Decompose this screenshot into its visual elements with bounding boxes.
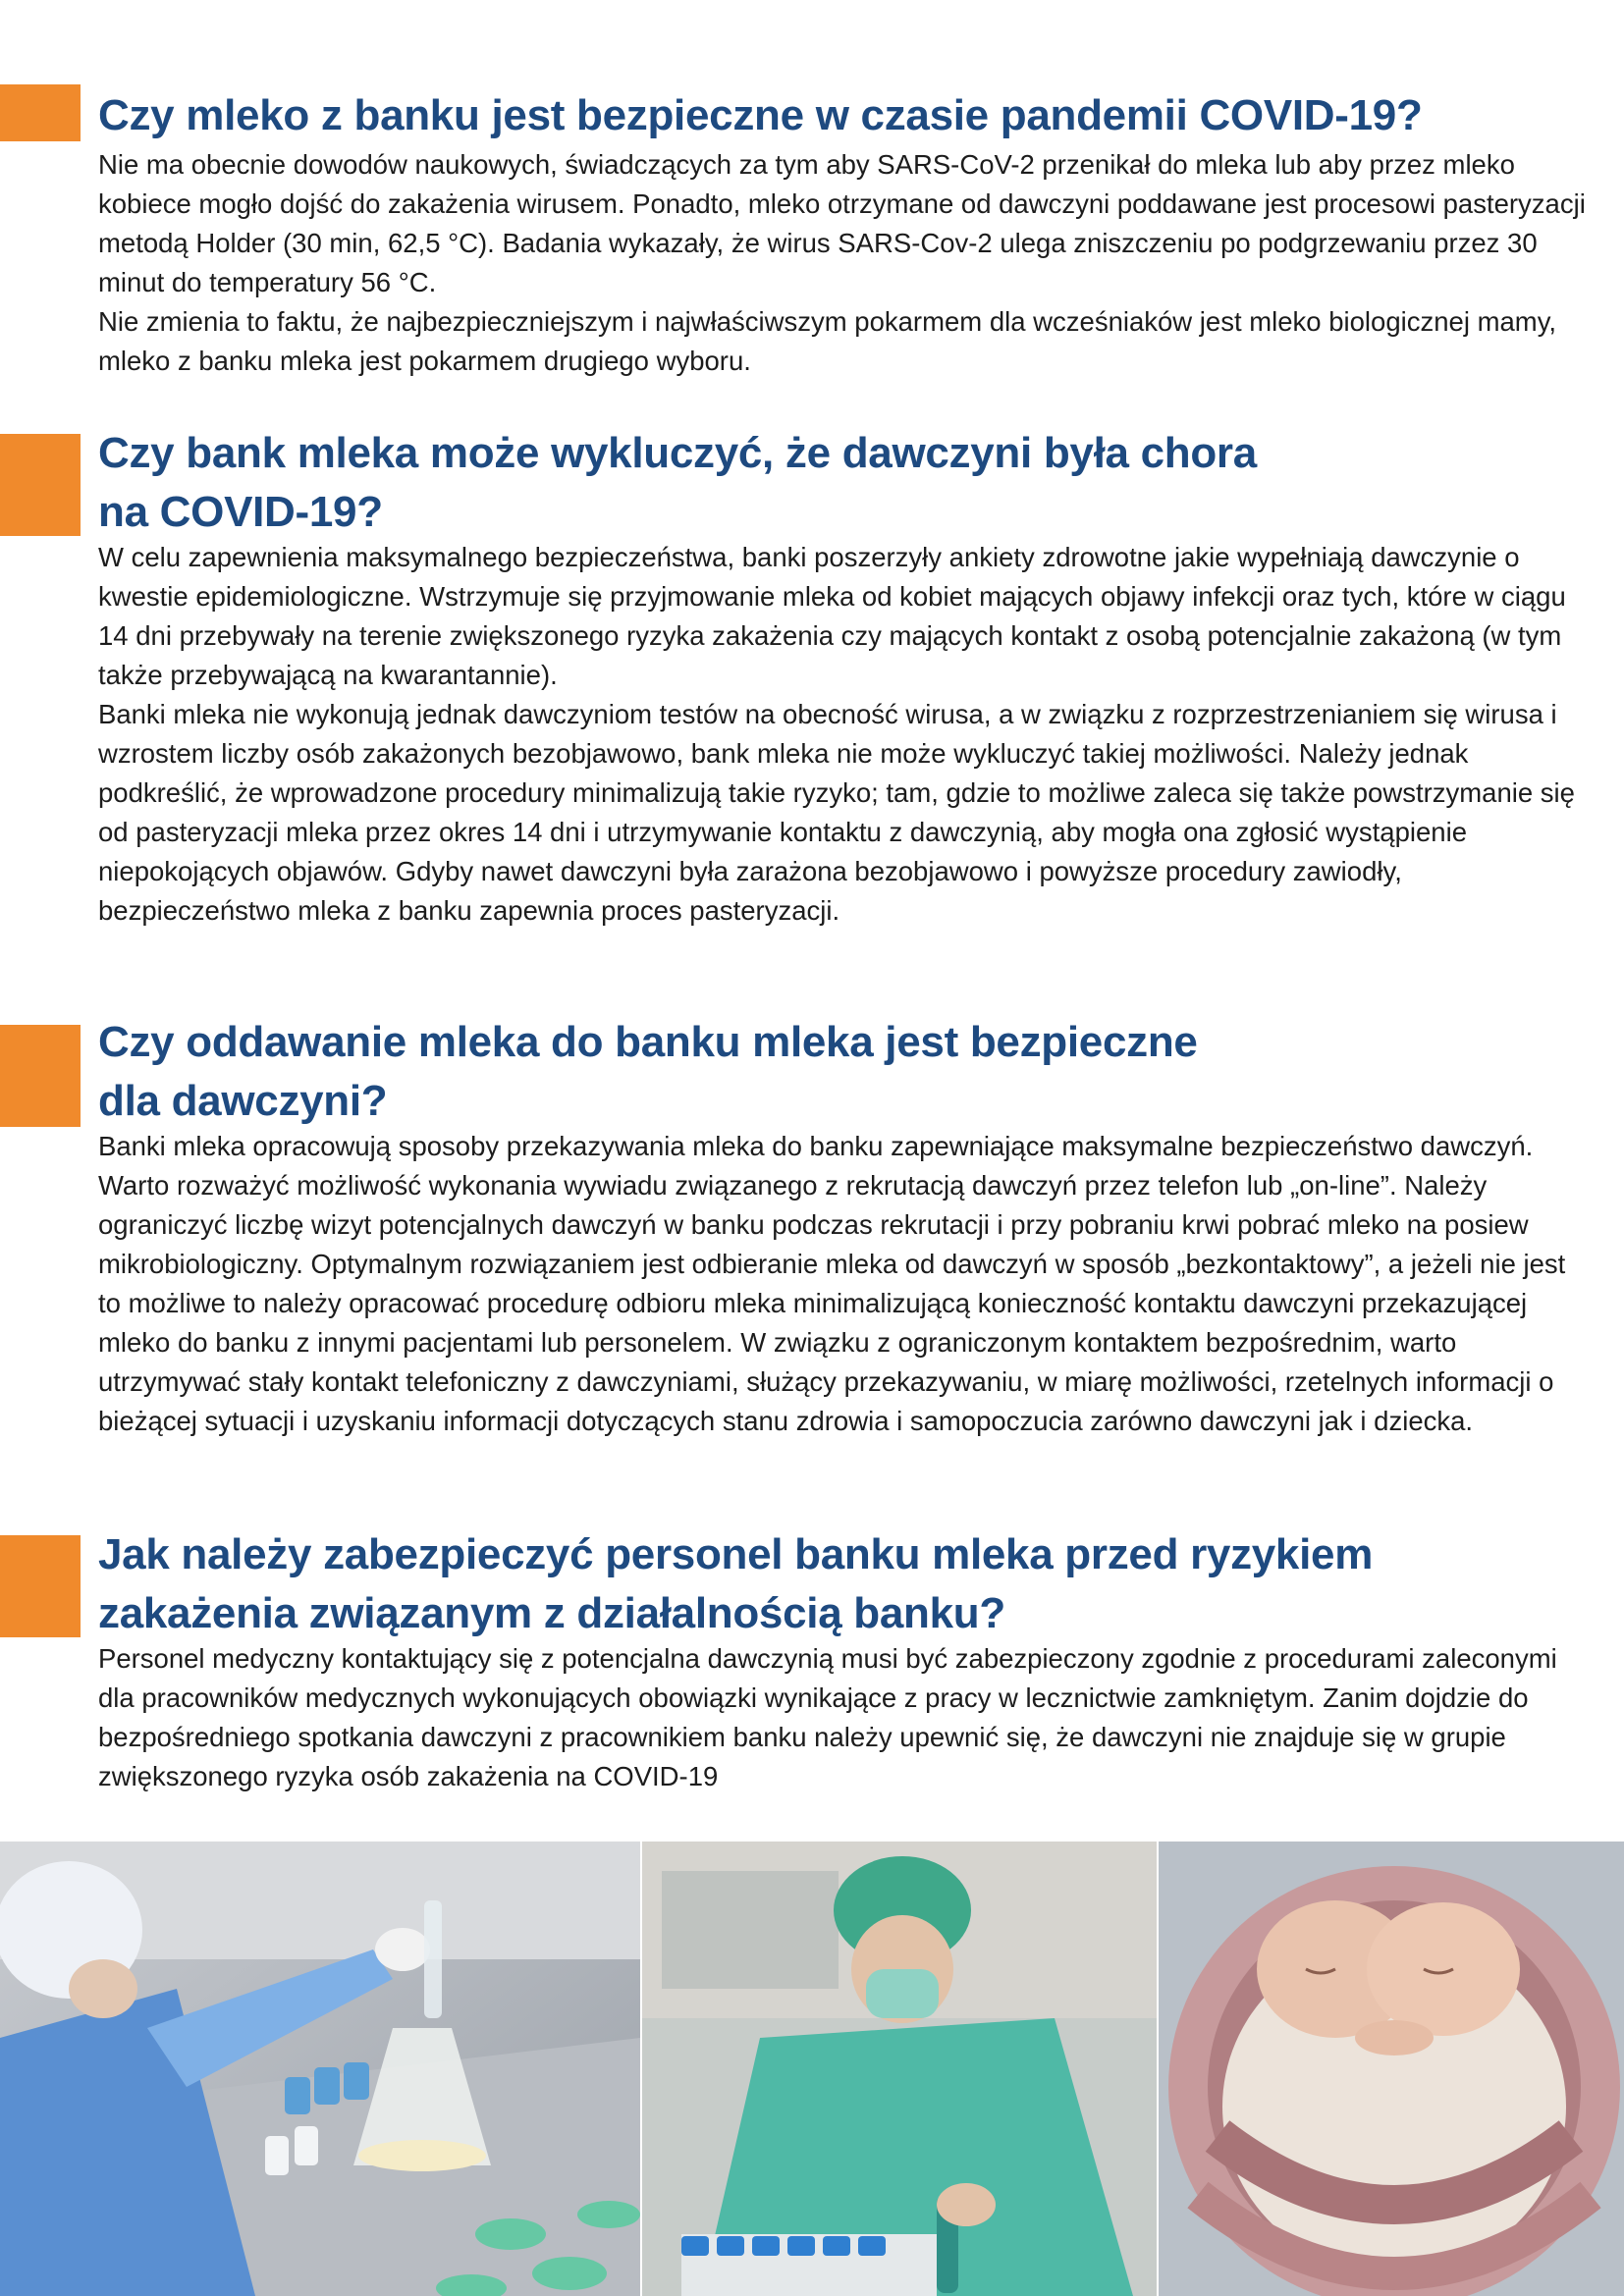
paragraph: Banki mleka nie wykonują jednak dawczyniom testów na obecność wirusa, a w związku z rozprzestrzenianiem się wirusa i wzrostem liczby osób zakażonych bezobjawowo, bank mleka nie może wykluczyć takiej możliwości. Należy jednak podkreślić, że wprowadzone procedury minimalizują takie ryzyko; tam, gdzie to możliwe zaleca się także powstrzymanie się od pasteryzacji mleka przez okres 14 dni i utrzymywanie kontaktu z dawczynią, aby mogła ona zgłosić wystąpienie niepokojących objawów. Gdyby nawet dawczyni była zarażona bezobjawowo i powyższe procedury zawiodły, bezpieczeństwo mleka z banku zapewnia proces pasteryzacji. [98,699,1575,926]
photo-twin-babies [1159,1842,1624,2296]
section-title [98,1525,1591,1643]
paragraph: W celu zapewnienia maksymalnego bezpieczeństwa, banki poszerzyły ankiety zdrowotne jakie wypełniają dawczynie o kwestie epidemiologiczne. Wstrzymuje się przyjmowanie mleka od kobiet mających objawy infekcji oraz tych, które w ciągu 14 dni przebywały na terenie zwiększonego ryzyka zakażenia czy mających kontakt z osobą potencjalnie zakażoną (w tym także przebywającą na kwarantannie). [98,542,1566,690]
section-title [98,1013,1591,1131]
section-title-line: dla dawczyni? [98,1077,388,1125]
paragraph: Nie ma obecnie dowodów naukowych, świadczących za tym aby SARS-CoV-2 przenikał do mleka lub aby przez mleko kobiece mogło dojść do zakażenia wirusem. Ponadto, mleko otrzymane od dawczyni poddawane jest procesowi pasteryzacji metodą Holder (30 min, 62,5 °C). Badania wykazały, że wirus SARS-Cov-2 ulega zniszczeniu po podgrzewaniu przez 30 minut do temperatury 56 °C. [98,149,1586,297]
paragraph: Personel medyczny kontaktujący się z potencjalna dawczynią musi być zabezpieczony zgodnie z procedurami zaleconymi dla pracowników medycznych wykonujących obowiązki wynikające z pracy w lecznictwie zamkniętym. Zanim dojdzie do bezpośredniego spotkania dawczyni z pracownikiem banku należy upewnić się, że dawczyni nie znajduje się w grupie zwiększonego ryzyka osób zakażenia na COVID-19 [98,1643,1557,1791]
section-title-line: Czy bank mleka może wykluczyć, że dawczyni była chora [98,429,1257,477]
section-marker [0,1025,81,1127]
section-marker [0,1535,81,1637]
photo-strip [0,1842,1624,2296]
section-body [98,1127,1591,1441]
photo-nurse-bottles [642,1842,1157,2296]
photo-lab-technician [0,1842,640,2296]
section-title [98,86,1591,145]
paragraph: Nie zmienia to faktu, że najbezpieczniejszym i najwłaściwszym pokarmem dla wcześniaków jest mleko biologicznej mamy, mleko z banku mleka jest pokarmem drugiego wyboru. [98,306,1557,376]
section-title-line: na COVID-19? [98,488,383,536]
section-title-line: Czy oddawanie mleka do banku mleka jest bezpieczne [98,1018,1198,1066]
section-body [98,145,1591,381]
section-title [98,424,1591,542]
section-marker [0,434,81,536]
section-body [98,1639,1591,1796]
section-title-line: zakażenia związanym z działalnością banku? [98,1589,1005,1637]
section-marker [0,84,81,141]
section-body [98,538,1591,931]
paragraph: Banki mleka opracowują sposoby przekazywania mleka do banku zapewniające maksymalne bezpieczeństwo dawczyń. Warto rozważyć możliwość wykonania wywiadu związanego z rekrutacją dawczyń przez telefon lub „on-line”. Należy ograniczyć liczbę wizyt potencjalnych dawczyń w banku podczas rekrutacji i przy pobraniu krwi pobrać mleko na posiew mikrobiologiczny. Optymalnym rozwiązaniem jest odbieranie mleka od dawczyń w sposób „bezkontaktowy”, a jeżeli nie jest to możliwe to należy opracować procedurę odbioru mleka minimalizującą konieczność kontaktu dawczyni przekazującej mleko do banku z innymi pacjentami lub personelem. W związku z ograniczonym kontaktem bezpośrednim, warto utrzymywać stały kontakt telefoniczny z dawczyniami, służący przekazywaniu, w miarę możliwości, rzetelnych informacji o bieżącej sytuacji i uzyskaniu informacji dotyczących stanu zdrowia i samopoczucia zarówno dawczyni jak i dziecka. [98,1131,1566,1436]
section-title-line: Czy mleko z banku jest bezpieczne w czasie pandemii COVID-19? [98,91,1423,139]
section-title-line: Jak należy zabezpieczyć personel banku mleka przed ryzykiem [98,1530,1374,1578]
